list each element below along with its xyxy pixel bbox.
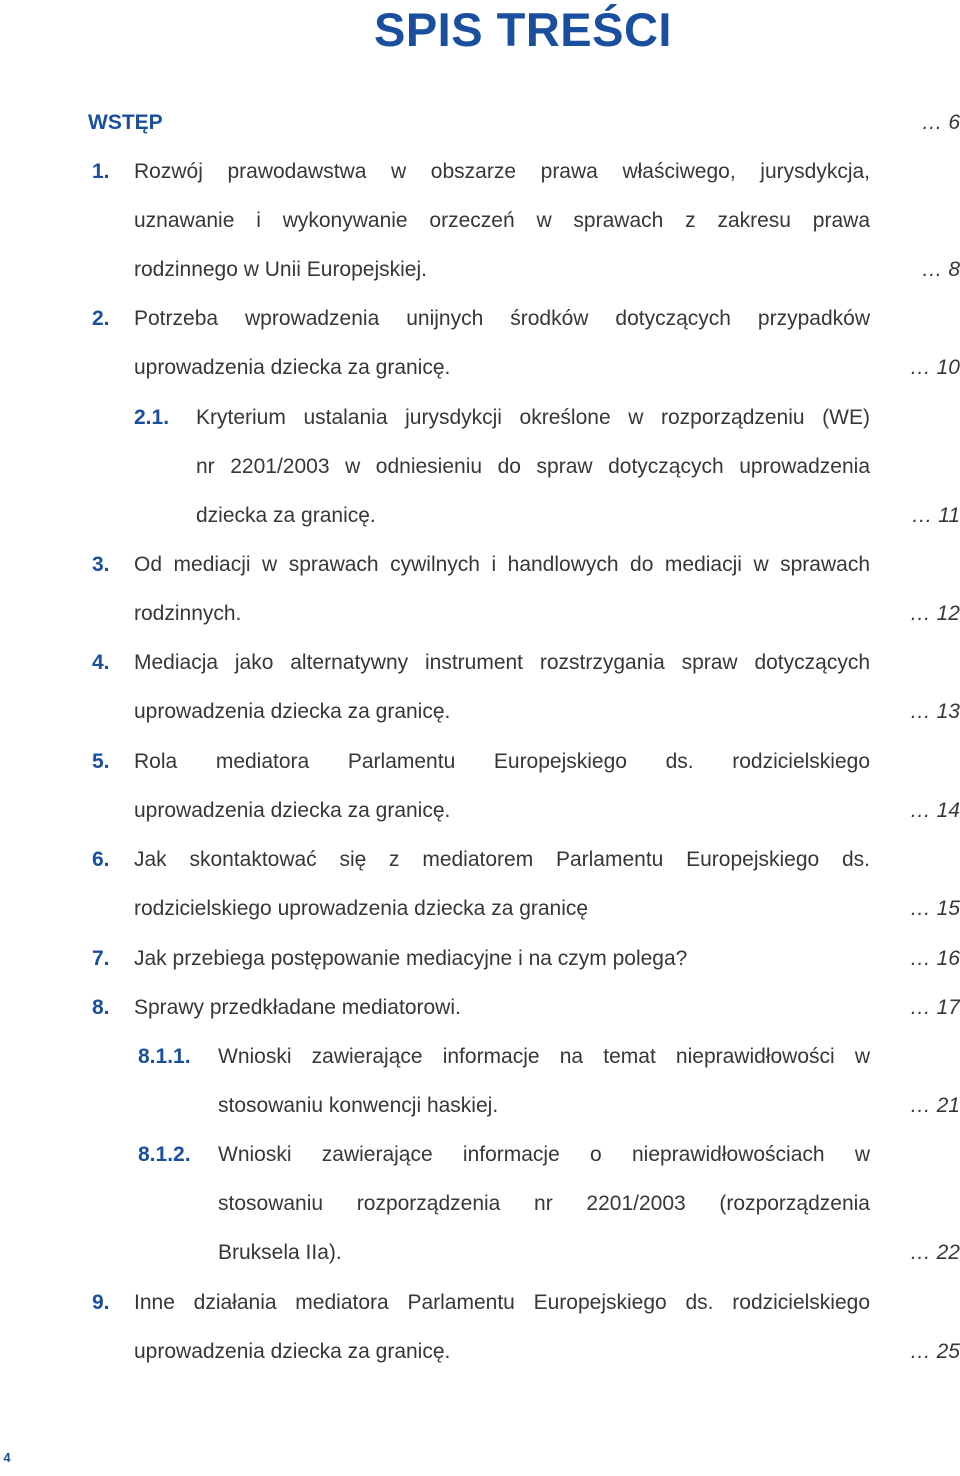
page-number: 4 bbox=[3, 1450, 11, 1465]
toc-entry-number: 7. bbox=[92, 947, 110, 970]
toc-entry-number: 6. bbox=[92, 848, 110, 871]
toc-entry-title-line[interactable]: rodzicielskiego uprowadzenia dziecka za granicę bbox=[134, 897, 589, 920]
toc-entry-page: … 17 bbox=[909, 996, 960, 1019]
toc-entry-page: … 16 bbox=[909, 947, 960, 970]
toc-entry-title-line[interactable]: Jak skontaktować się z mediatorem Parlamentu Europejskiego ds. bbox=[134, 848, 870, 871]
toc-entry-page: … 10 bbox=[909, 356, 960, 379]
toc-entry-title-line[interactable]: Od mediacji w sprawach cywilnych i handlowych do mediacji w sprawach bbox=[134, 553, 870, 576]
toc-entry-page: … 14 bbox=[909, 799, 960, 822]
toc-entry-title-line[interactable]: uprowadzenia dziecka za granicę. bbox=[134, 799, 451, 822]
toc-entry-title-line[interactable]: uprowadzenia dziecka za granicę. bbox=[134, 1340, 451, 1363]
toc-entry-number: 8.1.1. bbox=[138, 1045, 191, 1068]
toc-entry-number: 2. bbox=[92, 307, 110, 330]
toc-entry-page: … 13 bbox=[909, 700, 960, 723]
toc-entry-title-line[interactable]: Jak przebiega postępowanie mediacyjne i na czym polega? bbox=[134, 947, 688, 970]
toc-entry-title-line[interactable]: uprowadzenia dziecka za granicę. bbox=[134, 356, 451, 379]
toc-entry-title-line[interactable]: Kryterium ustalania jurysdykcji określone w rozporządzeniu (WE) bbox=[196, 406, 870, 429]
toc-entry-page: … 15 bbox=[909, 897, 960, 920]
page-title: SPIS TREŚCI bbox=[373, 3, 672, 56]
toc-entry-number: 4. bbox=[92, 651, 110, 674]
toc-entry-title-line[interactable]: nr 2201/2003 w odniesieniu do spraw dotyczących uprowadzenia bbox=[196, 455, 870, 478]
toc-entry-title-line[interactable]: Bruksela IIa). bbox=[218, 1241, 342, 1264]
toc-entry-number: 8. bbox=[92, 996, 110, 1019]
toc-entry-title-line[interactable]: dziecka za granicę. bbox=[196, 504, 376, 527]
toc-entry-number: 8.1.2. bbox=[138, 1143, 191, 1166]
toc-entry-title-line[interactable]: stosowaniu konwencji haskiej. bbox=[218, 1094, 499, 1117]
toc-entry-title-line[interactable]: Inne działania mediatora Parlamentu Europejskiego ds. rodzicielskiego bbox=[134, 1291, 870, 1314]
toc-entry-title-line[interactable]: Wnioski zawierające informacje na temat nieprawidłowości w bbox=[218, 1045, 870, 1068]
toc-entry-title-line[interactable]: uznawanie i wykonywanie orzeczeń w sprawach z zakresu prawa bbox=[134, 209, 870, 232]
toc-entry-page: … 25 bbox=[909, 1340, 960, 1363]
toc-entry-title-line[interactable]: Mediacja jako alternatywny instrument rozstrzygania spraw dotyczących bbox=[134, 651, 870, 674]
toc-entry-number: 1. bbox=[92, 160, 110, 183]
toc-entry-number: 3. bbox=[92, 553, 110, 576]
toc-entry-title-line[interactable]: Wnioski zawierające informacje o nieprawidłowościach w bbox=[218, 1143, 870, 1166]
toc-intro-label[interactable]: WSTĘP bbox=[88, 111, 163, 134]
toc-entry-number: 2.1. bbox=[134, 406, 170, 429]
toc-entry-page: … 11 bbox=[911, 504, 960, 527]
toc-entry-title-line[interactable]: Rozwój prawodawstwa w obszarze prawa właściwego, jurysdykcja, bbox=[134, 160, 870, 183]
toc-entry-title-line[interactable]: uprowadzenia dziecka za granicę. bbox=[134, 700, 451, 723]
toc-intro-page: … 6 bbox=[921, 111, 960, 134]
toc-entry-title-line[interactable]: Sprawy przedkładane mediatorowi. bbox=[134, 996, 461, 1019]
toc-entry-page: … 22 bbox=[909, 1241, 960, 1264]
toc-entry-page: … 12 bbox=[909, 602, 960, 625]
toc-entry-title-line[interactable]: Rola mediatora Parlamentu Europejskiego ds. rodzicielskiego bbox=[134, 750, 870, 773]
toc-entry-page: … 8 bbox=[921, 258, 960, 281]
toc-entry-title-line[interactable]: stosowaniu rozporządzenia nr 2201/2003 (rozporządzenia bbox=[218, 1192, 870, 1215]
toc-entry-title-line[interactable]: rodzinnego w Unii Europejskiej. bbox=[134, 258, 427, 281]
toc-entry-page: … 21 bbox=[909, 1094, 960, 1117]
toc-entry-title-line[interactable]: rodzinnych. bbox=[134, 602, 242, 625]
toc-entry-title-line[interactable]: Potrzeba wprowadzenia unijnych środków dotyczących przypadków bbox=[134, 307, 870, 330]
toc-entry-number: 5. bbox=[92, 750, 110, 773]
toc-entry-number: 9. bbox=[92, 1291, 110, 1314]
